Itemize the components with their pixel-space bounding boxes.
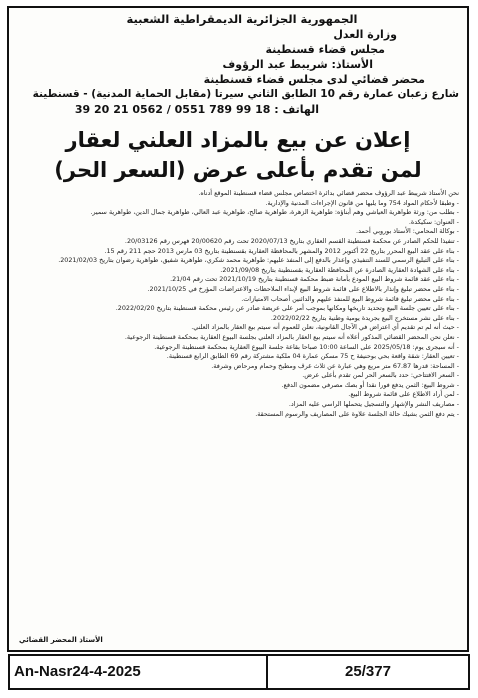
signature: الأستاذ المحضر القضائي <box>19 636 103 644</box>
body-paragraph: نحن الأستاذ شريبط عبد الرؤوف محضر قضائي بدائرة اختصاص مجلس قضاء قسنطينة الموقع أدناه. <box>198 189 459 197</box>
header-ministry: وزارة العدل <box>333 28 397 41</box>
issue-number: 25/377 <box>345 663 391 680</box>
header-address: شارع زعبان عمارة رقم 10 الطابق الثاني سيرتا (مقابل الحماية المدنية) - قسنطينة <box>32 88 459 100</box>
body-paragraph: - بناء على التبليغ الرسمي للسند التنفيذي وإعذار بالدفع إلى المنفذ عليهم: طواهرية محمد شكري، طواهرية شفيق، طواهرية رضوان بتاريخ 2021/02/03. <box>58 256 459 265</box>
notice-header <box>9 8 467 117</box>
header-republic: الجمهورية الجزائرية الديمقراطية الشعبية <box>126 12 358 26</box>
body-paragraph: - مصاريف النشر والإشهار والتسجيل يتحملها الراسي عليه المزاد. <box>288 400 459 409</box>
body-paragraph: - المساحة: قدرها 67.87 متر مربع وهي عبارة عن ثلاث غرف ومطبخ وحمام ومرحاض وشرفة. <box>211 361 459 370</box>
body-paragraph: - السعر الافتتاحي: حدد بالسعر الحر لمن تقدم بأعلى عرض. <box>302 371 459 380</box>
legal-notice-frame <box>7 6 469 652</box>
newspaper-date: An-Nasr24-4-2025 <box>10 656 268 688</box>
body-paragraph: - لمن أراد الاطلاع على قائمة شروط البيع. <box>348 390 459 399</box>
body-paragraph: - أنه سيجرى يوم: 2025/05/18 على الساعة 10:00 صباحا بقاعة جلسة البيوع العقارية بمحكمة قسنطينة الرجوعية. <box>154 342 459 351</box>
body-paragraph: - تنفيذا للحكم الصادر عن محكمة قسنطينة القسم العقاري بتاريخ 2020/07/13 تحت رقم 20/00620 فهرس رقم 20/03126. <box>124 236 459 245</box>
notice-title-line1: إعلان عن بيع بالمزاد العلني لعقار <box>65 128 411 152</box>
notice-body <box>9 183 467 419</box>
body-paragraph: - يتم دفع الثمن بشيك حالة الجلسة علاوة على المصاريف والرسوم المستحقة. <box>255 409 459 418</box>
body-paragraph: - حيث أنه لم تم تقديم أي اعتراض في الآجال القانونية، نعلن للعموم أنه سيتم بيع العقار بالمزاد العلني. <box>191 323 459 332</box>
header-bailiff-name: الأستاذ: شريبط عبد الرؤوف <box>222 58 373 71</box>
page-footer <box>8 654 470 690</box>
body-paragraph: - تعيين العقار: شقة واقعة بحي بوحنيفة ح 75 مسكن عمارة 04 ملكية مشتركة رقم 69 الطابق الرابع قسنطينة. <box>166 352 459 361</box>
header-phone: الهاتف : 18 99 789 0551 / 0562 21 20 39 <box>74 103 319 116</box>
body-paragraph: - بناء على محضر تبليغ قائمة شروط البيع للمنفذ عليهم والدائنين أصحاب الامتيازات. <box>241 294 459 303</box>
header-court: مجلس قضاء قسنطينة <box>265 43 385 56</box>
body-paragraph: - العنوان: سكيكدة. <box>408 217 459 226</box>
header-bailiff-title: محضر قضائي لدى مجلس قضاء قسنطينة <box>203 73 425 86</box>
body-paragraph: - بناء على تعيين جلسة البيع وتحديد تاريخها ومكانها بموجب أمر على عريضة صادر عن رئيس محكمة قسنطينة بتاريخ 2022/02/20. <box>115 304 459 313</box>
body-paragraph: - بوكالة المحامي: الأستاذ بوروبي أحمد. <box>356 227 459 236</box>
body-paragraph: - بناء على محضر تبليغ وإنذار بالاطلاع على قائمة شروط البيع لإبداء الملاحظات والاعتراضات المؤرخ في 2021/10/25. <box>147 284 459 293</box>
body-paragraph: - وطبقا لأحكام المواد 754 وما يليها من قانون الإجراءات المدنية والإدارية. <box>265 198 459 207</box>
notice-title-line2: لمن تقدم بأعلى عرض (السعر الحر) <box>54 158 422 182</box>
body-paragraph: - بناء على الشهادة العقارية الصادرة عن المحافظة العقارية بقسنطينة بتاريخ 2021/09/08. <box>220 265 459 274</box>
body-paragraph: - بناء على عقد البيع المحرر بتاريخ 22 أكتوبر 2012 والمشهر بالمحافظة العقارية بقسنطينة بتاريخ 03 مارس 2013 حجم 211 رقم 15. <box>104 246 459 255</box>
body-paragraph: - بطلب من: ورثة طواهرية العياشي وهم أبناؤه: طواهرية الزهرة، طواهرية صالح، طواهرية عبد العالي، طواهرية جمال الدين، طواهرية سمير. <box>90 208 459 217</box>
body-paragraph: - شروط البيع: الثمن يدفع فورا نقدا أو بصك مصرفي مضمون الدفع. <box>281 380 459 389</box>
body-paragraph: - نعلن نحن المحضر القضائي المذكور أعلاه أنه سيتم بيع العقار بالمزاد العلني بجلسة البيوع العقارية بمحكمة قسنطينة الرجوعية. <box>124 332 459 341</box>
body-paragraph: - بناء على نشر مستخرج البيع بجريدة يومية وطنية بتاريخ 2022/02/22. <box>270 313 459 322</box>
body-paragraph: - بناء على عقد قائمة شروط البيع المودع بأمانة ضبط محكمة قسنطينة بتاريخ 2021/10/19 تحت رقم 21/04. <box>170 275 459 284</box>
